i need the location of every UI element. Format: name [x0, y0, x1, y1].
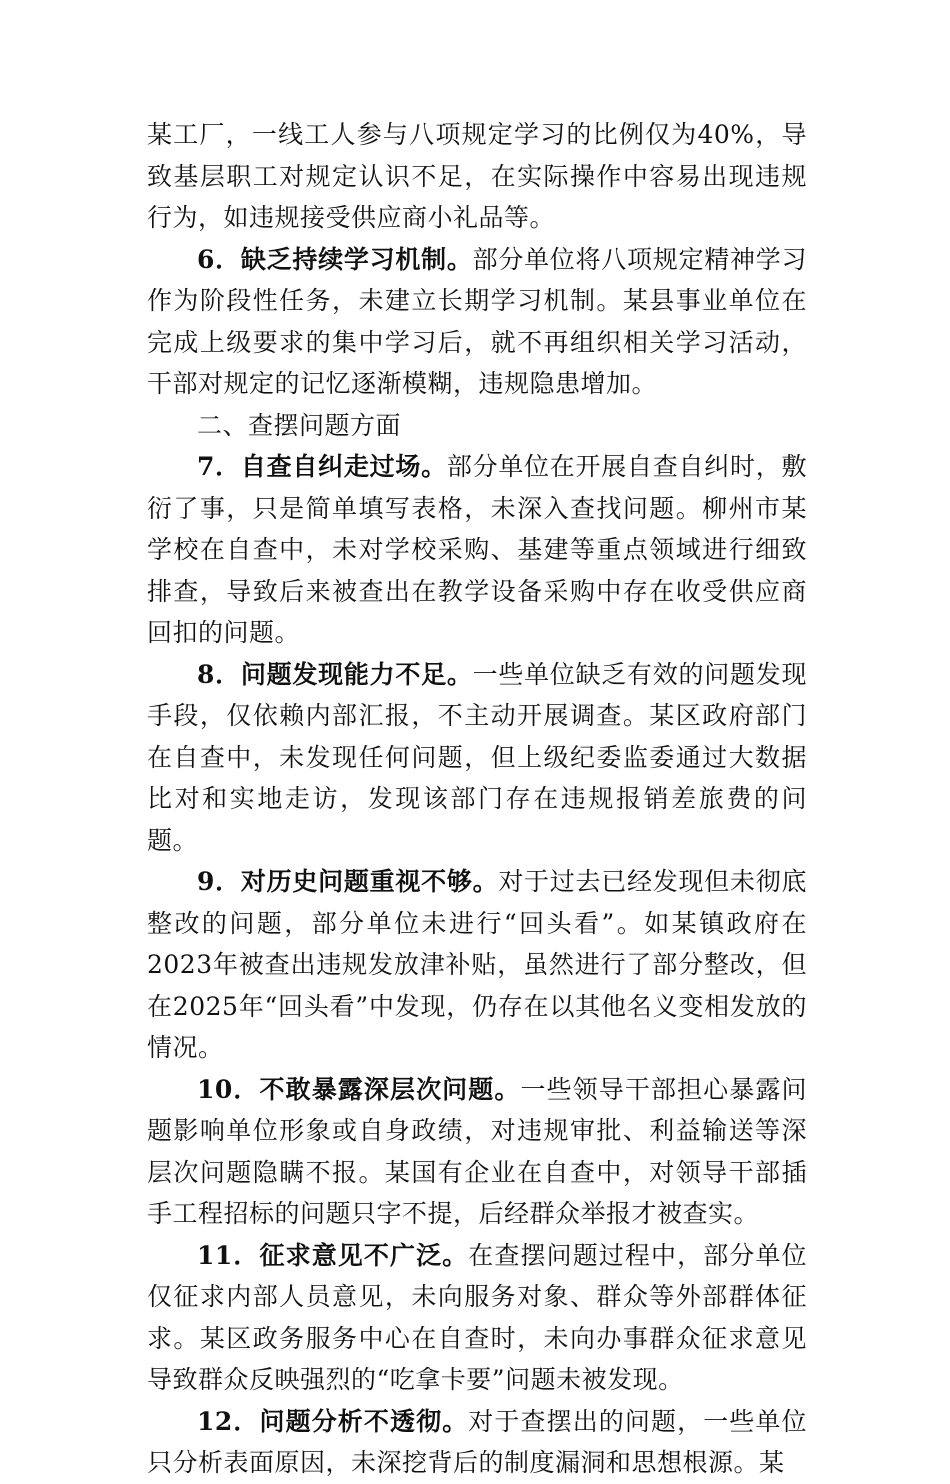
paragraph-item-9	[147, 861, 807, 1069]
paragraph-heading: 8．问题发现能力不足。	[197, 659, 473, 689]
paragraph-item-6	[147, 239, 807, 405]
paragraph-body: 某工厂，一线工人参与八项规定学习的比例仅为40%，导致基层职工对规定认识不足，在实际操作中容易出现违规行为，如违规接受供应商小礼品等。	[147, 120, 807, 232]
section-title: 二、查摆问题方面	[197, 410, 402, 440]
paragraph-item-8	[147, 654, 807, 862]
paragraph-continuation	[147, 114, 807, 239]
paragraph-heading: 10．不敢暴露深层次问题。	[197, 1074, 521, 1104]
paragraph-heading: 6．缺乏持续学习机制。	[197, 244, 473, 274]
paragraph-heading: 11．征求意见不广泛。	[197, 1240, 469, 1270]
paragraph-body: 一些单位缺乏有效的问题发现手段，仅依赖内部汇报，不主动开展调查。某区政府部门在自查中，未发现任何问题，但上级纪委监委通过大数据比对和实地走访，发现该部门存在违规报销差旅费的问题。	[147, 659, 807, 855]
paragraph-body: 部分单位将八项规定精神学习作为阶段性任务，未建立长期学习机制。某县事业单位在完成上级要求的集中学习后，就不再组织相关学习活动，干部对规定的记忆逐渐模糊，违规隐患增加。	[147, 244, 807, 398]
paragraph-heading: 7．自查自纠走过场。	[197, 452, 447, 481]
paragraph-item-7	[147, 446, 807, 654]
paragraph-item-12	[147, 1401, 807, 1484]
paragraph-heading: 9．对历史问题重视不够。	[197, 867, 499, 896]
paragraph-item-10	[147, 1069, 807, 1235]
paragraph-body: 部分单位在开展自查自纠时，敷衍了事，只是简单填写表格，未深入查找问题。柳州市某学校在自查中，未对学校采购、基建等重点领域进行细致排查，导致后来被查出在教学设备采购中存在收受供应商回扣的问题。	[147, 452, 807, 647]
document-page	[147, 114, 807, 1484]
paragraph-body: 在查摆问题过程中，部分单位仅征求内部人员意见，未向服务对象、群众等外部群体征求。某区政务服务中心在自查时，未向办事群众征求意见导致群众反映强烈的“吃拿卡要”问题未被发现。	[147, 1240, 807, 1394]
paragraph-item-11	[147, 1235, 807, 1401]
paragraph-heading: 12．问题分析不透彻。	[197, 1406, 469, 1436]
paragraph-body: 对于查摆出的问题，一些单位只分析表面原因，未深挖背后的制度漏洞和思想根源。某	[147, 1406, 807, 1477]
paragraph-body: 一些领导干部担心暴露问题影响单位形象或自身政绩，对违规审批、利益输送等深层次问题隐瞒不报。某国有企业在自查中，对领导干部插手工程招标的问题只字不提，后经群众举报才被查实。	[147, 1074, 807, 1228]
paragraph-body: 对于过去已经发现但未彻底整改的问题，部分单位未进行“回头看”。如某镇政府在2023年被查出违规发放津补贴，虽然进行了部分整改，但在2025年“回头看”中发现，仍存在以其他名义变相发放的情况。	[147, 867, 807, 1062]
